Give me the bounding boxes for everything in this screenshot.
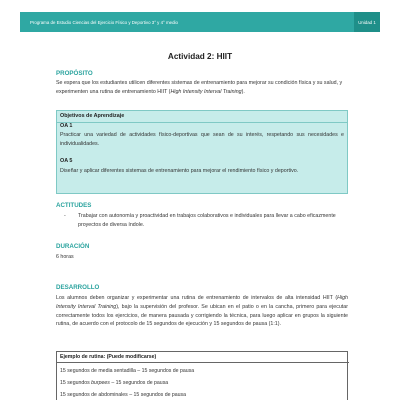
actitudes-heading: ACTITUDES	[56, 202, 92, 209]
example-line2-part2: – 15 segundos de pausa	[109, 380, 169, 386]
example-routine-line: 15 segundos de media sentadilla – 15 segundos de pausa	[60, 368, 195, 374]
header-unit-label: Unidad 1	[354, 12, 380, 32]
actitudes-list-item	[64, 212, 348, 230]
desarrollo-heading: DESARROLLO	[56, 284, 100, 291]
example-line2-italic: burpees	[91, 380, 110, 386]
proposito-text	[56, 79, 348, 97]
desarrollo-text-part2: ), bajo la supervisión del profesor. Se ubican en el patio o en la cancha, primero para ejecutar correctamente todos los ejercicios, de manera pausada y corrigiendo la técnica, para luego aplicar en grupos la siguiente rutina, de acuerdo con el protocolo de 15 segundos de ejecución y 15 segundos de pausa (1:1).	[56, 303, 348, 328]
actitudes-text: Trabajar con autonomía y proactividad en trabajos colaborativos e individuales para llevar a cabo eficazmente proyectos de diversa índole.	[78, 213, 336, 228]
duracion-text: 6 horas	[56, 254, 74, 260]
desarrollo-text-part1: Los alumnos deben organizar y experimentar una rutina de entrenamiento de intervalos de alta intensidad HIIT (	[56, 295, 338, 301]
oa5-text: Diseñar y aplicar diferentes sistemas de entrenamiento para mejorar el rendimiento físico y deportivo.	[60, 168, 299, 174]
proposito-text-part2: ).	[241, 88, 245, 95]
actitudes-bullet: -	[64, 213, 66, 219]
proposito-text-part1: Se espera que los estudiantes utilicen diferentes sistemas de entrenamiento para mejorar su condición física y su salud, y experimenten una rutina de entrenamiento HIIT (	[56, 80, 343, 95]
objetivos-title: Objetivos de Aprendizaje	[60, 113, 125, 119]
objetivos-divider	[57, 122, 347, 123]
duracion-heading: DURACIÓN	[56, 243, 90, 250]
desarrollo-text	[56, 294, 348, 329]
oa5-label: OA 5	[60, 158, 73, 164]
example-routine-title: Ejemplo de rutina: (Puede modificarse)	[60, 354, 157, 360]
oa1-label: OA 1	[60, 123, 73, 129]
objetivos-box	[56, 110, 348, 194]
proposito-text-italic: High Intensity Interval Training	[170, 88, 242, 95]
header-program-title: Programa de Estudio Ciencias del Ejercicio Físico y Deportivo 3° y 4° medio	[30, 19, 178, 25]
example-routine-line: 15 segundos de abdominales – 15 segundos de pausa	[60, 392, 187, 398]
page-title: Actividad 2: HIIT	[167, 52, 233, 61]
example-routine-line	[60, 380, 168, 386]
example-routine-box	[56, 351, 348, 400]
example-line2-part1: 15 segundos	[60, 380, 92, 386]
header-bar	[20, 12, 380, 32]
oa1-text: Practicar una variedad de actividades físico-deportivas que sean de su interés, respetando sus necesidades e individualidades.	[60, 132, 344, 147]
desarrollo-text-italic: High Intensity Interval Training	[56, 295, 348, 310]
proposito-heading: PROPÓSITO	[56, 70, 93, 77]
example-routine-divider	[57, 362, 349, 363]
